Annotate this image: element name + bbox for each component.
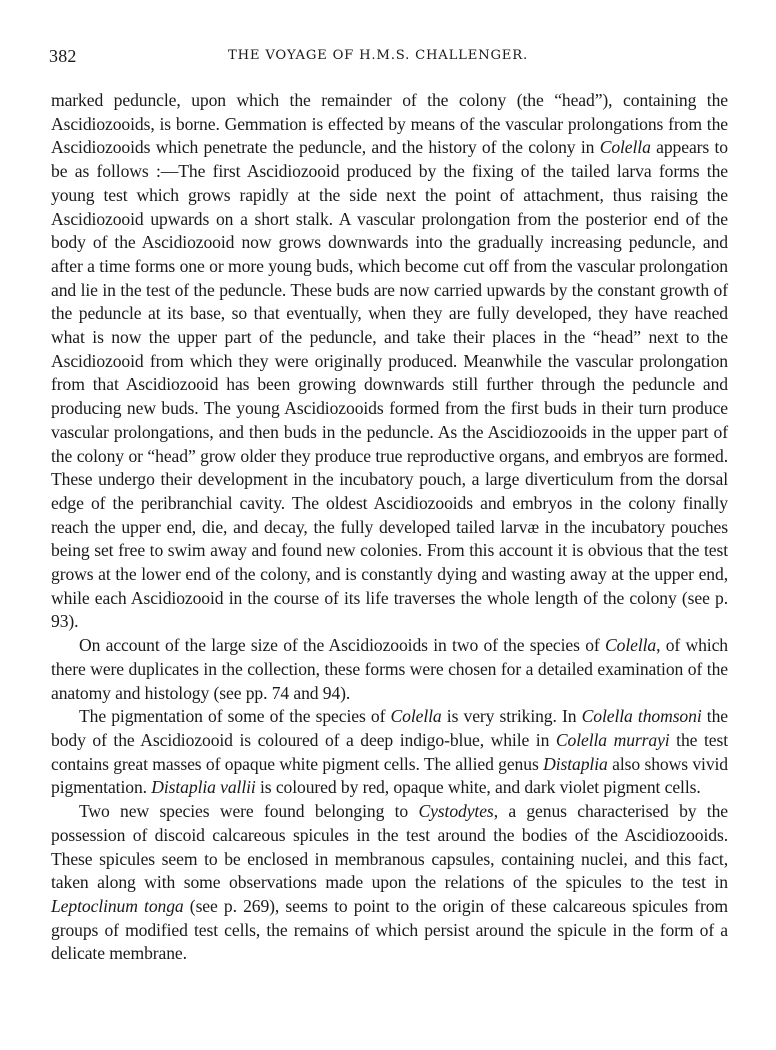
paragraph-4 — [51, 800, 728, 966]
text-run: , of which there were duplicates in the collection, these forms were chosen for a detailed examination of the anatomy and histology (see pp. 74 and 94). — [51, 635, 728, 703]
paragraph-3 — [51, 705, 728, 800]
text-run: The pigmentation of some of the species of — [79, 706, 391, 727]
body-text — [51, 89, 728, 966]
text-run: , a genus characterised by the possession of discoid calcareous spicules in the test around the bodies of the Ascidiozooids. These spicules seem to be enclosed in membranous capsules, containing nuclei, and this fact, taken along with some observations made upon the relations of the spicules to the test in — [51, 801, 728, 893]
italic-term: Colella murrayi — [555, 729, 670, 750]
italic-term: Cystodytes — [418, 801, 494, 822]
text-run: is coloured by red, opaque white, and dark violet pigment cells. — [255, 777, 701, 798]
text-run: the body of the Ascidiozooid is coloured of a deep indigo-blue, while in — [51, 706, 728, 750]
italic-term: Leptoclinum tonga — [51, 895, 184, 916]
text-run: marked peduncle, upon which the remainder of the colony (the “head”), containing the Ascidiozooids, is borne. Gemmation is effected by means of the vascular prolongations from the Ascidiozooids which penetrate the peduncle, and the history of the colony in — [51, 90, 728, 158]
italic-term: Colella — [604, 635, 657, 656]
italic-term: Distaplia — [543, 753, 608, 774]
text-run: the test contains great masses of opaque white pigment cells. The allied genus — [51, 729, 728, 774]
text-run: On account of the large size of the Ascidiozooids in two of the species of — [79, 635, 605, 656]
italic-term: Distaplia vallii — [151, 777, 256, 798]
italic-term: Colella — [599, 137, 651, 158]
paragraph-1 — [51, 89, 728, 634]
italic-term: Colella thomsoni — [581, 706, 702, 727]
running-head: THE VOYAGE OF H.M.S. CHALLENGER. — [228, 48, 528, 63]
text-run: is very striking. In — [441, 706, 582, 727]
text-run: Two new species were found belonging to — [79, 801, 419, 822]
page-number: 382 — [49, 46, 77, 66]
text-run: (see p. 269), seems to point to the origin of these calcareous spicules from groups of modified test cells, the remains of which persist around the spicule in the form of a delicate membrane. — [51, 895, 728, 964]
paragraph-2 — [51, 634, 728, 705]
italic-term: Colella — [390, 706, 442, 727]
text-run: also shows vivid pigmentation. — [51, 753, 729, 798]
text-run: appears to be as follows :—The first Ascidiozooid produced by the fixing of the tailed larva forms the young test which grows rapidly at the side next the point of attachment, thus raising the Ascidiozooid upwards on a short stalk. A vascular prolongation from the posterior end of the body of the Ascidiozooid now grows downwards into the gradually increasing peduncle, and after a time forms one or more young buds, which become cut off from the vascular prolongation and lie in the test of the peduncle. These buds are now carried upwards by the constant growth of the peduncle at its base, so that eventually, when they are fully developed, they have reached what is now the upper part of the peduncle, and take their places in the “head” next to the Ascidiozooid from which they were originally produced. Meanwhile the vascular prolongation from that Ascidiozooid has been growing downwards still further through the peduncle and producing new buds. The young Ascidiozooids formed from the first buds in their turn produce vascular prolongations, and then buds in the peduncle. As the Ascidiozooids in the upper part of the colony or “head” grow older they produce true reproductive organs, and embryos are formed. These undergo their development in the incubatory pouch, a large diverticulum from the dorsal edge of the peribranchial cavity. The oldest Ascidiozooids and embryos in the colony finally reach the upper end, die, and decay, the fully developed tailed larvæ in the incubatory pouches being set free to swim away and found new colonies. From this account it is obvious that the test grows at the lower end of the colony, and is constantly dying and wasting away at the upper end, while each Ascidiozooid in the course of its life traverses the whole length of the colony (see p. 93). — [51, 137, 729, 632]
